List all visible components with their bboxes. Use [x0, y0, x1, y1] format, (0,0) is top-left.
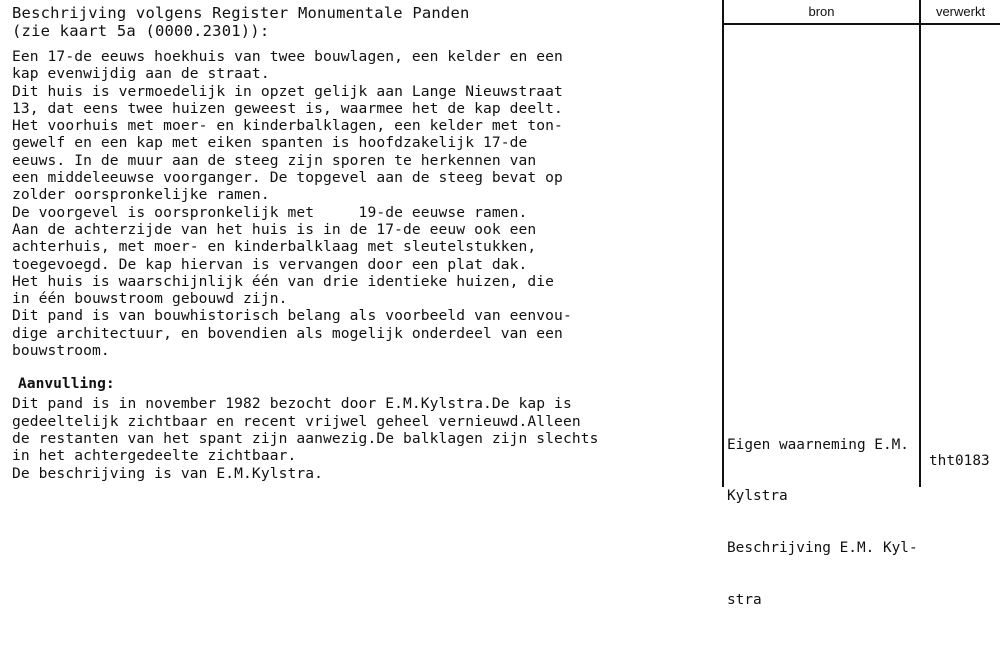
- body-line: achterhuis, met moer- en kinderbalklaag met sleutelstukken,: [12, 238, 537, 256]
- body-line: dige architectuur, en bovendien als mogelijk onderdeel van een: [12, 324, 563, 342]
- addendum-line: in het achtergedeelte zichtbaar.: [12, 447, 297, 465]
- body-line: gewelf en een kap met eiken spanten is hoofdzakelijk 17-de: [12, 134, 528, 152]
- bron-column-header: bron: [808, 4, 835, 19]
- addendum-line: De beschrijving is van E.M.Kylstra.: [12, 464, 324, 482]
- body-line: een middeleeuwse voorganger. De topgevel aan de steeg bevat op: [12, 169, 563, 187]
- description-block: [12, 4, 712, 482]
- body-line: eeuws. In de muur aan de steeg zijn sporen te herkennen van: [12, 151, 537, 169]
- bron-entry: [727, 402, 918, 627]
- body-line: Een 17-de eeuws hoekhuis van twee bouwlagen, een kelder en een: [12, 48, 563, 65]
- body-line: Dit pand is van bouwhistorisch belang als voorbeeld van eenvou-: [12, 307, 572, 325]
- body-line: in één bouwstroom gebouwd zijn.: [12, 290, 288, 308]
- body-line: zolder oorspronkelijke ramen.: [12, 186, 270, 204]
- column-divider-right: [919, 0, 921, 487]
- heading-line: Beschrijving volgens Register Monumentale Panden: [12, 4, 470, 22]
- body-line: Het voorhuis met moer- en kinderbalklagen, een kelder met ton-: [12, 117, 563, 135]
- body-line: kap evenwijdig aan de straat.: [12, 65, 270, 83]
- body-line: Aan de achterzijde van het huis is in de 17-de eeuw ook een: [12, 220, 537, 238]
- header-rule: [722, 23, 1000, 25]
- addendum-line: Dit pand is in november 1982 bezocht door E.M.Kylstra.De kap is: [12, 395, 572, 413]
- bron-line: Kylstra: [727, 488, 788, 505]
- body-line: 13, dat eens twee huizen geweest is, waarmee het de kap deelt.: [12, 99, 563, 117]
- heading-line: (zie kaart 5a (0000.2301)):: [12, 22, 270, 40]
- column-divider-left: [722, 0, 724, 487]
- addendum-title: Aanvulling:: [18, 375, 115, 393]
- verwerkt-column-header: verwerkt: [935, 4, 986, 19]
- addendum-line: gedeeltelijk zichtbaar en recent vrijwel geheel vernieuwd.Alleen: [12, 412, 581, 430]
- bron-line: Eigen waarneming E.M.: [727, 436, 909, 453]
- body-line: bouwstroom.: [12, 342, 110, 360]
- bron-line: Beschrijving E.M. Kyl-: [727, 540, 918, 557]
- bron-line: stra: [727, 592, 762, 609]
- addendum-line: de restanten van het spant zijn aanwezig.De balklagen zijn slechts: [12, 429, 599, 447]
- body-line: De voorgevel is oorspronkelijk met 19-de eeuwse ramen.: [12, 203, 528, 221]
- description-heading: [12, 4, 712, 40]
- body-line: Het huis is waarschijnlijk één van drie identieke huizen, die: [12, 272, 555, 290]
- description-body: [12, 48, 712, 359]
- body-line: Dit huis is vermoedelijk in opzet gelijk aan Lange Nieuwstraat: [12, 82, 563, 100]
- body-line: toegevoegd. De kap hiervan is vervangen door een plat dak.: [12, 255, 528, 273]
- addendum-body: [12, 395, 712, 481]
- verwerkt-entry: tht0183: [929, 453, 990, 469]
